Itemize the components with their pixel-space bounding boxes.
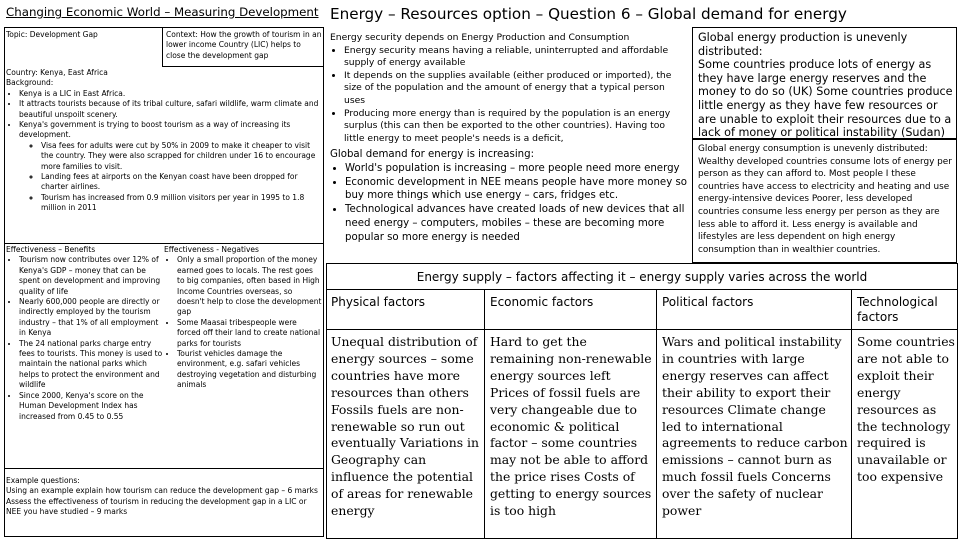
benefits-section xyxy=(6,245,164,422)
physical-header: Physical factors xyxy=(331,295,426,309)
example-line: Using an example explain how tourism can reduce the development gap – 6 marks xyxy=(6,486,318,496)
list-item: • Producing more energy than is required by the population is an energy surplus (this can then be exported to the other countries). Having too little energy to meet people's needs is a deficit, xyxy=(344,108,688,146)
example-line: Assess the effectiveness of tourism in reducing the development gap in a LIC or NEE you have studied – 9 marks xyxy=(6,496,307,517)
list-item: • Since 2000, Kenya's score on the Human Development Index has increased from 0.45 to 0.55 xyxy=(19,391,164,422)
list-item: ◦ Tourism has increased from 0.9 million visitors per year in 1995 to 1.8 million in 2011 xyxy=(41,193,322,214)
list-item: • The 24 national parks charge entry fees to tourists. This money is used to maintain the national parks which helps to protect the environment and wildlife xyxy=(19,339,164,391)
production-text: Some countries produce lots of energy as they have large energy reserves and the money to do so (UK) Some countries produce little energy as they have few resources or are unable to exploit their resources due to a lack of money or political instability (Sudan) xyxy=(698,58,953,140)
consumption-content xyxy=(698,143,955,256)
production-heading: Global energy production is unevenly distributed: xyxy=(698,31,908,58)
physical-cell: Unequal distribution of energy sources – some countries have more resources than others Fossils fuels are non-renewable so run out eventually Variations in Geography can influence the potential of areas for renewable energy xyxy=(331,334,479,519)
consumption-heading: Global energy consumption is unevenly distributed: xyxy=(698,144,928,154)
technological-header: Technological factors xyxy=(857,295,938,324)
example-questions xyxy=(6,476,322,518)
technological-cell: Some countries are not able to exploit their energy resources as the technology required is unavailable or too expensive xyxy=(857,334,955,485)
list-item: ◦ Landing fees at airports on the Kenyan coast have been dropped for charter airlines. xyxy=(41,172,322,193)
example-line: Example questions: xyxy=(6,476,80,485)
divider xyxy=(4,243,324,244)
topic-label: Topic: Development Gap xyxy=(6,30,98,39)
list-item: • Tourism now contributes over 12% of Kenya's GDP – money that can be spent on development and improving quality of life xyxy=(19,255,164,297)
production-content xyxy=(698,31,956,140)
main-title: Energy – Resources option – Question 6 – Global demand for energy xyxy=(330,5,847,23)
global-demand-box xyxy=(330,148,688,245)
sub-list xyxy=(19,141,322,214)
table-column-rule xyxy=(851,289,852,539)
negatives-section xyxy=(164,245,322,391)
divider xyxy=(4,468,324,469)
list-item: • Tourist vehicles damage the environment, e.g. safari vehicles destroying vegetation and disturbing animals xyxy=(177,349,322,391)
list-item: • Energy security means having a reliable, uninterrupted and affordable supply of energy available xyxy=(344,45,688,70)
list-item: • Some Maasai tribespeople were forced off their land to create national parks for tourists xyxy=(177,318,322,349)
table-rule xyxy=(326,289,958,290)
page-title: Changing Economic World – Measuring Development xyxy=(6,5,319,19)
security-list xyxy=(330,45,688,146)
list-item: ◦ Visa fees for adults were cut by 50% in 2009 to make it cheaper to visit the country. They were also scrapped for children under 16 to encourage more families to visit. xyxy=(41,141,322,172)
list-item: • Kenya is a LIC in East Africa. xyxy=(19,89,322,99)
energy-security-box xyxy=(330,32,688,145)
list-item: • World's population is increasing – more people need more energy xyxy=(345,162,688,176)
negatives-list xyxy=(164,255,322,390)
background-section xyxy=(6,68,322,214)
supply-title: Energy supply – factors affecting it – energy supply varies across the world xyxy=(416,270,868,284)
list-item: • It depends on the supplies available (either produced or imported), the size of the population and the amount of energy that a typical person uses xyxy=(344,70,688,108)
list-item xyxy=(19,120,322,214)
political-cell: Wars and political instability in countries with large energy reserves can affect their ability to export their resources Climate change led to international agreements to reduce carbon emissions – cannot burn as much fossil fuels Concerns over the safety of nuclear power xyxy=(662,334,848,519)
country-label: Country: Kenya, East Africa xyxy=(6,68,108,77)
economic-cell: Hard to get the remaining non-renewable energy sources left Prices of fossil fuels are very changeable due to economic & political factor – some countries may not be able to afford the price rises Costs of getting to energy sources is too high xyxy=(490,334,652,519)
table-rule xyxy=(326,329,958,330)
demand-list xyxy=(330,162,688,245)
table-column-rule xyxy=(656,289,657,539)
background-heading: Background: xyxy=(6,78,54,88)
security-intro: Energy security depends on Energy Production and Consumption xyxy=(330,32,630,43)
political-header: Political factors xyxy=(662,295,754,309)
negatives-heading: Effectiveness - Negatives xyxy=(164,245,259,254)
consumption-text: Wealthy developed countries consume lots of energy per person as they can afford to. Most people I these countries have access to electricity and heating and use energy-intensive devices Poorer, less developed countries consume less energy per person as they are less able to afford it. Less energy is available and lifestyles are less dependent on high energy consumption than in wealthier countries. xyxy=(698,156,952,255)
background-list xyxy=(6,89,322,214)
list-item: • Only a small proportion of the money earned goes to locals. The rest goes to big companies, often based in High Income Countries overseas, so doesn't help to close the development gap xyxy=(177,255,322,317)
context-text: Context: How the growth of tourism in an lower income Country (LIC) helps to close the development gap xyxy=(166,30,322,60)
list-item: • Technological advances have created loads of new devices that all need energy – computers, mobiles – these are becoming more popular so more energy is needed xyxy=(345,203,688,244)
list-item-text: Kenya's government is trying to boost tourism as a way of increasing its development. xyxy=(19,120,291,140)
benefits-heading: Effectiveness – Benefits xyxy=(6,245,96,254)
benefits-list xyxy=(6,255,164,422)
list-item: • It attracts tourists because of its tribal culture, safari wildlife, warm climate and beautiful unspoilt scenery. xyxy=(19,99,322,120)
demand-heading: Global demand for energy is increasing: xyxy=(330,149,535,160)
list-item: • Economic development in NEE means people have more money so buy more things which use energy – cars, fridges etc. xyxy=(345,176,688,204)
economic-header: Economic factors xyxy=(490,295,594,309)
table-column-rule xyxy=(484,289,485,539)
list-item: • Nearly 600,000 people are directly or indirectly employed by the tourism industry – that 1% of all employment in Kenya xyxy=(19,297,164,339)
